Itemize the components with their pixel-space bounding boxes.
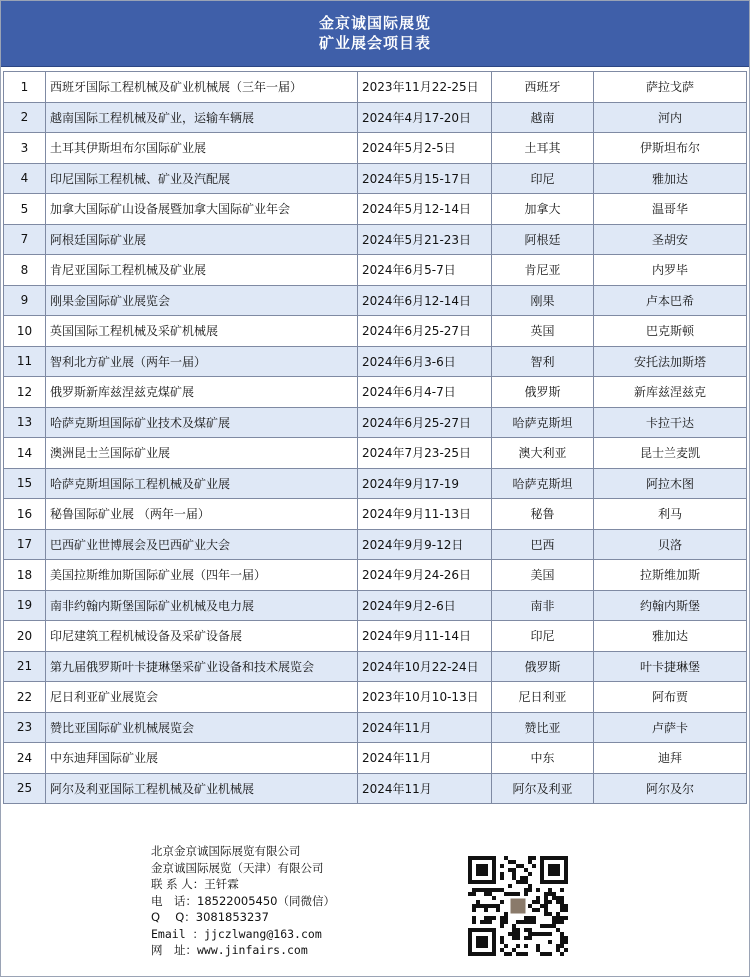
table-row: [4, 651, 747, 682]
table-row: [4, 163, 747, 194]
row-number: 8: [4, 255, 46, 286]
exhibition-name: 阿尔及利亚国际工程机械及矿业机械展: [46, 773, 358, 804]
exhibition-country: 中东: [492, 743, 594, 774]
row-number: 19: [4, 590, 46, 621]
exhibition-date: 2024年6月25-27日: [358, 316, 492, 347]
table-row: [4, 773, 747, 804]
exhibition-city: 雅加达: [594, 621, 747, 652]
exhibition-name: 越南国际工程机械及矿业，运输车辆展: [46, 102, 358, 133]
table-row: [4, 72, 747, 103]
exhibition-date: 2024年9月17-19: [358, 468, 492, 499]
exhibition-name: 中东迪拜国际矿业展: [46, 743, 358, 774]
exhibition-country: 哈萨克斯坦: [492, 407, 594, 438]
exhibition-city: 拉斯维加斯: [594, 560, 747, 591]
exhibition-table-body: [4, 72, 747, 804]
row-number: 17: [4, 529, 46, 560]
exhibition-date: 2023年10月10-13日: [358, 682, 492, 713]
exhibition-country: 南非: [492, 590, 594, 621]
exhibition-country: 土耳其: [492, 133, 594, 164]
exhibition-city: 叶卡捷琳堡: [594, 651, 747, 682]
table-row: [4, 316, 747, 347]
row-number: 3: [4, 133, 46, 164]
row-number: 13: [4, 407, 46, 438]
exhibition-name: 澳洲昆士兰国际矿业展: [46, 438, 358, 469]
exhibition-country: 智利: [492, 346, 594, 377]
exhibition-city: 温哥华: [594, 194, 747, 225]
table-row: [4, 499, 747, 530]
exhibition-country: 英国: [492, 316, 594, 347]
exhibition-name: 赞比亚国际矿业机械展览会: [46, 712, 358, 743]
table-row: [4, 224, 747, 255]
exhibition-date: 2024年9月9-12日: [358, 529, 492, 560]
exhibition-date: 2024年5月2-5日: [358, 133, 492, 164]
exhibition-country: 俄罗斯: [492, 651, 594, 682]
row-number: 24: [4, 743, 46, 774]
exhibition-country: 赞比亚: [492, 712, 594, 743]
exhibition-city: 圣胡安: [594, 224, 747, 255]
exhibition-city: 卡拉干达: [594, 407, 747, 438]
row-number: 1: [4, 72, 46, 103]
exhibition-date: 2024年11月: [358, 743, 492, 774]
exhibition-date: 2024年6月12-14日: [358, 285, 492, 316]
exhibition-country: 巴西: [492, 529, 594, 560]
row-number: 21: [4, 651, 46, 682]
exhibition-name: 南非约翰内斯堡国际矿业机械及电力展: [46, 590, 358, 621]
company-name-tianjin: 金京诚国际展览（天津）有限公司: [151, 860, 324, 875]
exhibition-date: 2024年9月11-13日: [358, 499, 492, 530]
row-number: 22: [4, 682, 46, 713]
exhibition-city: 阿布贾: [594, 682, 747, 713]
exhibition-date: 2024年10月22-24日: [358, 651, 492, 682]
exhibition-name: 尼日利亚矿业展览会: [46, 682, 358, 713]
row-number: 15: [4, 468, 46, 499]
exhibition-date: 2024年6月3-6日: [358, 346, 492, 377]
exhibition-name: 美国拉斯维加斯国际矿业展（四年一届）: [46, 560, 358, 591]
exhibition-date: 2024年7月23-25日: [358, 438, 492, 469]
exhibition-country: 阿尔及利亚: [492, 773, 594, 804]
exhibition-date: 2024年4月17-20日: [358, 102, 492, 133]
exhibition-name: 刚果金国际矿业展览会: [46, 285, 358, 316]
exhibition-name: 肯尼亚国际工程机械及矿业展: [46, 255, 358, 286]
exhibition-date: 2024年6月5-7日: [358, 255, 492, 286]
table-row: [4, 346, 747, 377]
exhibition-city: 利马: [594, 499, 747, 530]
row-number: 25: [4, 773, 46, 804]
exhibition-city: 阿尔及尔: [594, 773, 747, 804]
exhibition-name: 土耳其伊斯坦布尔国际矿业展: [46, 133, 358, 164]
exhibition-country: 哈萨克斯坦: [492, 468, 594, 499]
exhibition-date: 2024年6月25-27日: [358, 407, 492, 438]
exhibition-name: 阿根廷国际矿业展: [46, 224, 358, 255]
exhibition-date: 2023年11月22-25日: [358, 72, 492, 103]
exhibition-date: 2024年5月15-17日: [358, 163, 492, 194]
qr-code-icon: [468, 856, 568, 956]
row-number: 18: [4, 560, 46, 591]
exhibition-name: 印尼建筑工程机械设备及采矿设备展: [46, 621, 358, 652]
table-row: [4, 133, 747, 164]
exhibition-country: 西班牙: [492, 72, 594, 103]
row-number: 7: [4, 224, 46, 255]
company-name-beijing: 北京金京诚国际展览有限公司: [151, 844, 301, 858]
row-number: 23: [4, 712, 46, 743]
table-row: [4, 438, 747, 469]
exhibition-country: 澳大利亚: [492, 438, 594, 469]
exhibition-date: 2024年11月: [358, 712, 492, 743]
exhibition-city: 安托法加斯塔: [594, 346, 747, 377]
row-number: 4: [4, 163, 46, 194]
table-row: [4, 468, 747, 499]
contact-person: 联 系 人：王钎霖: [151, 877, 239, 891]
row-number: 16: [4, 499, 46, 530]
contact-footer: [3, 825, 747, 975]
table-row: [4, 682, 747, 713]
row-number: 14: [4, 438, 46, 469]
exhibition-name: 印尼国际工程机械、矿业及汽配展: [46, 163, 358, 194]
table-row: [4, 712, 747, 743]
header-company-title: 金京诚国际展览: [318, 14, 431, 32]
exhibition-city: 巴克斯顿: [594, 316, 747, 347]
exhibition-city: 贝洛: [594, 529, 747, 560]
exhibition-city: 雅加达: [594, 163, 747, 194]
exhibition-country: 阿根廷: [492, 224, 594, 255]
exhibition-name: 第九届俄罗斯叶卡捷琳堡采矿业设备和技术展览会: [46, 651, 358, 682]
row-number: 9: [4, 285, 46, 316]
exhibition-name: 俄罗斯新库兹涅兹克煤矿展: [46, 377, 358, 408]
contact-email: Email ：jjczlwang@163.com: [151, 926, 322, 941]
table-row: [4, 621, 747, 652]
contact-info: [151, 843, 335, 959]
exhibition-date: 2024年6月4-7日: [358, 377, 492, 408]
exhibition-city: 昆士兰麦凯: [594, 438, 747, 469]
exhibition-country: 肯尼亚: [492, 255, 594, 286]
row-number: 20: [4, 621, 46, 652]
row-number: 10: [4, 316, 46, 347]
exhibition-country: 秘鲁: [492, 499, 594, 530]
table-header: [1, 1, 749, 67]
exhibition-city: 迪拜: [594, 743, 747, 774]
exhibition-date: 2024年9月24-26日: [358, 560, 492, 591]
table-row: [4, 377, 747, 408]
exhibition-date: 2024年9月11-14日: [358, 621, 492, 652]
exhibition-city: 约翰内斯堡: [594, 590, 747, 621]
exhibition-name: 智利北方矿业展（两年一届）: [46, 346, 358, 377]
exhibition-country: 美国: [492, 560, 594, 591]
exhibition-name: 巴西矿业世博展会及巴西矿业大会: [46, 529, 358, 560]
exhibition-city: 伊斯坦布尔: [594, 133, 747, 164]
exhibition-table: [3, 71, 747, 804]
row-number: 5: [4, 194, 46, 225]
exhibition-date: 2024年5月21-23日: [358, 224, 492, 255]
contact-qq: Q Q：3081853237: [151, 910, 269, 924]
exhibition-country: 加拿大: [492, 194, 594, 225]
exhibition-city: 萨拉戈萨: [594, 72, 747, 103]
exhibition-country: 俄罗斯: [492, 377, 594, 408]
table-row: [4, 560, 747, 591]
exhibition-country: 尼日利亚: [492, 682, 594, 713]
exhibition-name: 西班牙国际工程机械及矿业机械展（三年一届）: [46, 72, 358, 103]
exhibition-country: 刚果: [492, 285, 594, 316]
contact-phone: 电 话：18522005450（同微信）: [151, 893, 335, 908]
table-row: [4, 255, 747, 286]
exhibition-name: 哈萨克斯坦国际工程机械及矿业展: [46, 468, 358, 499]
table-row: [4, 285, 747, 316]
exhibition-city: 卢本巴希: [594, 285, 747, 316]
table-row: [4, 743, 747, 774]
row-number: 12: [4, 377, 46, 408]
table-row: [4, 407, 747, 438]
exhibition-city: 新库兹涅兹克: [594, 377, 747, 408]
exhibition-city: 内罗毕: [594, 255, 747, 286]
exhibition-name: 秘鲁国际矿业展 （两年一届）: [46, 499, 358, 530]
exhibition-country: 印尼: [492, 621, 594, 652]
exhibition-date: 2024年11月: [358, 773, 492, 804]
exhibition-city: 阿拉木图: [594, 468, 747, 499]
header-table-title: 矿业展会项目表: [318, 34, 431, 52]
table-row: [4, 102, 747, 133]
exhibition-name: 哈萨克斯坦国际矿业技术及煤矿展: [46, 407, 358, 438]
exhibition-date: 2024年5月12-14日: [358, 194, 492, 225]
row-number: 11: [4, 346, 46, 377]
contact-website: 网 址：www.jinfairs.com: [151, 943, 308, 957]
exhibition-date: 2024年9月2-6日: [358, 590, 492, 621]
exhibition-name: 加拿大国际矿山设备展暨加拿大国际矿业年会: [46, 194, 358, 225]
exhibition-country: 印尼: [492, 163, 594, 194]
exhibition-country: 越南: [492, 102, 594, 133]
exhibition-city: 卢萨卡: [594, 712, 747, 743]
exhibition-name: 英国国际工程机械及采矿机械展: [46, 316, 358, 347]
table-row: [4, 529, 747, 560]
row-number: 2: [4, 102, 46, 133]
table-row: [4, 590, 747, 621]
exhibition-city: 河内: [594, 102, 747, 133]
table-row: [4, 194, 747, 225]
